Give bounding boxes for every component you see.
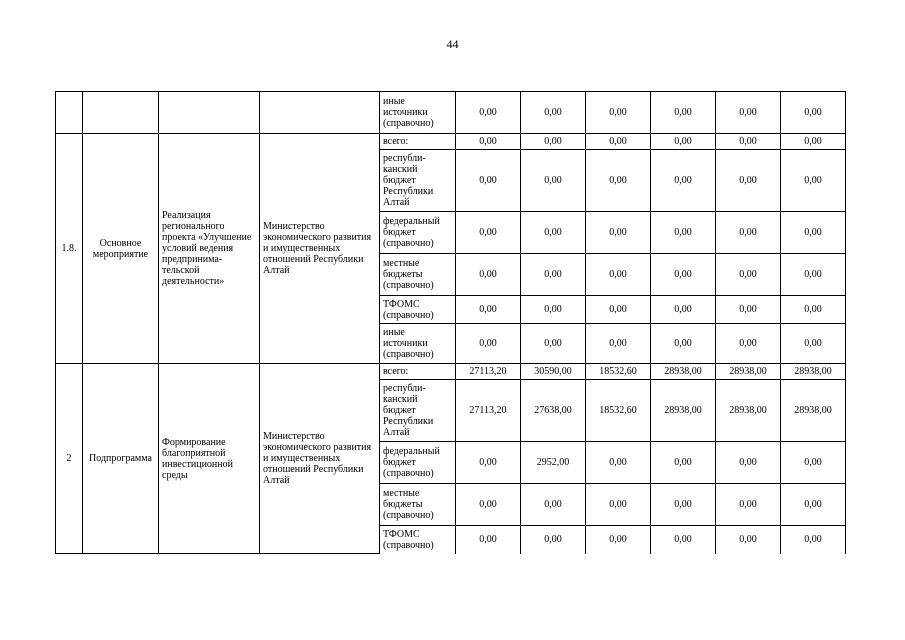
empty-type-cell: [83, 92, 159, 134]
value-cell: 0,00: [456, 526, 521, 554]
value-cell: 27638,00: [521, 380, 586, 442]
source-cell: ТФОМС (справочно): [380, 526, 456, 554]
value-cell: 0,00: [521, 134, 586, 150]
page-number: 44: [446, 37, 459, 51]
value-cell: 0,00: [651, 526, 716, 554]
value-cell: 0,00: [651, 484, 716, 526]
empty-executor-cell: [260, 92, 380, 134]
value-cell: 0,00: [456, 134, 521, 150]
value-cell: 28938,00: [716, 380, 781, 442]
value-cell: 0,00: [781, 134, 846, 150]
value-cell: 0,00: [586, 254, 651, 296]
source-cell: ТФОМС (справочно): [380, 296, 456, 324]
value-cell: 18532,60: [586, 380, 651, 442]
value-cell: 0,00: [456, 296, 521, 324]
value-cell: 0,00: [456, 484, 521, 526]
budget-table-body: [56, 92, 846, 554]
value-cell: 0,00: [521, 150, 586, 212]
executor-cell: Министерство экономического развития и имущественных отношений Республики Алтай: [260, 134, 380, 364]
value-cell: 0,00: [781, 296, 846, 324]
value-cell: 0,00: [651, 134, 716, 150]
value-cell: 0,00: [521, 212, 586, 254]
item-name-cell: Формирование благоприятной инвестиционной среды: [159, 364, 260, 554]
value-cell: 0,00: [716, 526, 781, 554]
value-cell: 0,00: [781, 254, 846, 296]
value-cell: 0,00: [651, 296, 716, 324]
source-cell: иные источники (справочно): [380, 92, 456, 134]
value-cell: 0,00: [651, 150, 716, 212]
value-cell: 0,00: [716, 254, 781, 296]
value-cell: 0,00: [781, 324, 846, 364]
value-cell: 0,00: [651, 442, 716, 484]
value-cell: 0,00: [586, 324, 651, 364]
value-cell: 0,00: [586, 92, 651, 134]
value-cell: 0,00: [521, 324, 586, 364]
source-cell: федеральный бюджет (справочно): [380, 442, 456, 484]
value-cell: 0,00: [586, 150, 651, 212]
value-cell: 0,00: [521, 254, 586, 296]
value-cell: 0,00: [651, 324, 716, 364]
table-row: [56, 92, 846, 134]
source-cell: республиканский бюджет Республики Алтай: [380, 150, 456, 212]
value-cell: 0,00: [456, 150, 521, 212]
item-type-cell: Основное мероприятие: [83, 134, 159, 364]
value-cell: 28938,00: [781, 364, 846, 380]
value-cell: 0,00: [456, 324, 521, 364]
value-cell: 0,00: [716, 442, 781, 484]
source-cell: иные источники (справочно): [380, 324, 456, 364]
value-cell: 0,00: [716, 212, 781, 254]
empty-name-cell: [159, 92, 260, 134]
value-cell: 0,00: [781, 212, 846, 254]
value-cell: 27113,20: [456, 364, 521, 380]
value-cell: 0,00: [586, 134, 651, 150]
value-cell: 0,00: [781, 92, 846, 134]
table-row: [56, 364, 846, 380]
value-cell: 0,00: [586, 526, 651, 554]
executor-cell: Министерство экономического развития и имущественных отношений Республики Алтай: [260, 364, 380, 554]
value-cell: 0,00: [716, 92, 781, 134]
value-cell: 0,00: [456, 254, 521, 296]
budget-table: [55, 91, 846, 554]
value-cell: 28938,00: [651, 364, 716, 380]
value-cell: 0,00: [521, 526, 586, 554]
value-cell: 0,00: [781, 150, 846, 212]
value-cell: 0,00: [586, 296, 651, 324]
value-cell: 0,00: [456, 442, 521, 484]
value-cell: 0,00: [716, 296, 781, 324]
value-cell: 0,00: [456, 212, 521, 254]
value-cell: 0,00: [521, 484, 586, 526]
value-cell: 0,00: [651, 212, 716, 254]
source-cell: всего:: [380, 134, 456, 150]
source-cell: местные бюджеты (справочно): [380, 254, 456, 296]
row-number-cell: 1.8.: [56, 134, 83, 364]
table-row: [56, 134, 846, 150]
source-cell: местные бюджеты (справочно): [380, 484, 456, 526]
value-cell: 0,00: [651, 92, 716, 134]
value-cell: 0,00: [521, 92, 586, 134]
item-name-cell: Реализация регионального проекта «Улучшение условий ведения предпринимательской деятельности»: [159, 134, 260, 364]
empty-number-cell: [56, 92, 83, 134]
value-cell: 28938,00: [716, 364, 781, 380]
value-cell: 0,00: [716, 134, 781, 150]
value-cell: 0,00: [651, 254, 716, 296]
value-cell: 0,00: [716, 484, 781, 526]
item-type-cell: Подпрограмма: [83, 364, 159, 554]
value-cell: 0,00: [586, 212, 651, 254]
value-cell: 28938,00: [651, 380, 716, 442]
row-number-cell: 2: [56, 364, 83, 554]
value-cell: 27113,20: [456, 380, 521, 442]
value-cell: 30590,00: [521, 364, 586, 380]
value-cell: 0,00: [456, 92, 521, 134]
value-cell: 0,00: [586, 442, 651, 484]
source-cell: республиканский бюджет Республики Алтай: [380, 380, 456, 442]
value-cell: 0,00: [781, 526, 846, 554]
value-cell: 2952,00: [521, 442, 586, 484]
value-cell: 28938,00: [781, 380, 846, 442]
value-cell: 18532,60: [586, 364, 651, 380]
value-cell: 0,00: [521, 296, 586, 324]
value-cell: 0,00: [716, 150, 781, 212]
source-cell: всего:: [380, 364, 456, 380]
source-cell: федеральный бюджет (справочно): [380, 212, 456, 254]
value-cell: 0,00: [781, 484, 846, 526]
value-cell: 0,00: [716, 324, 781, 364]
value-cell: 0,00: [586, 484, 651, 526]
value-cell: 0,00: [781, 442, 846, 484]
